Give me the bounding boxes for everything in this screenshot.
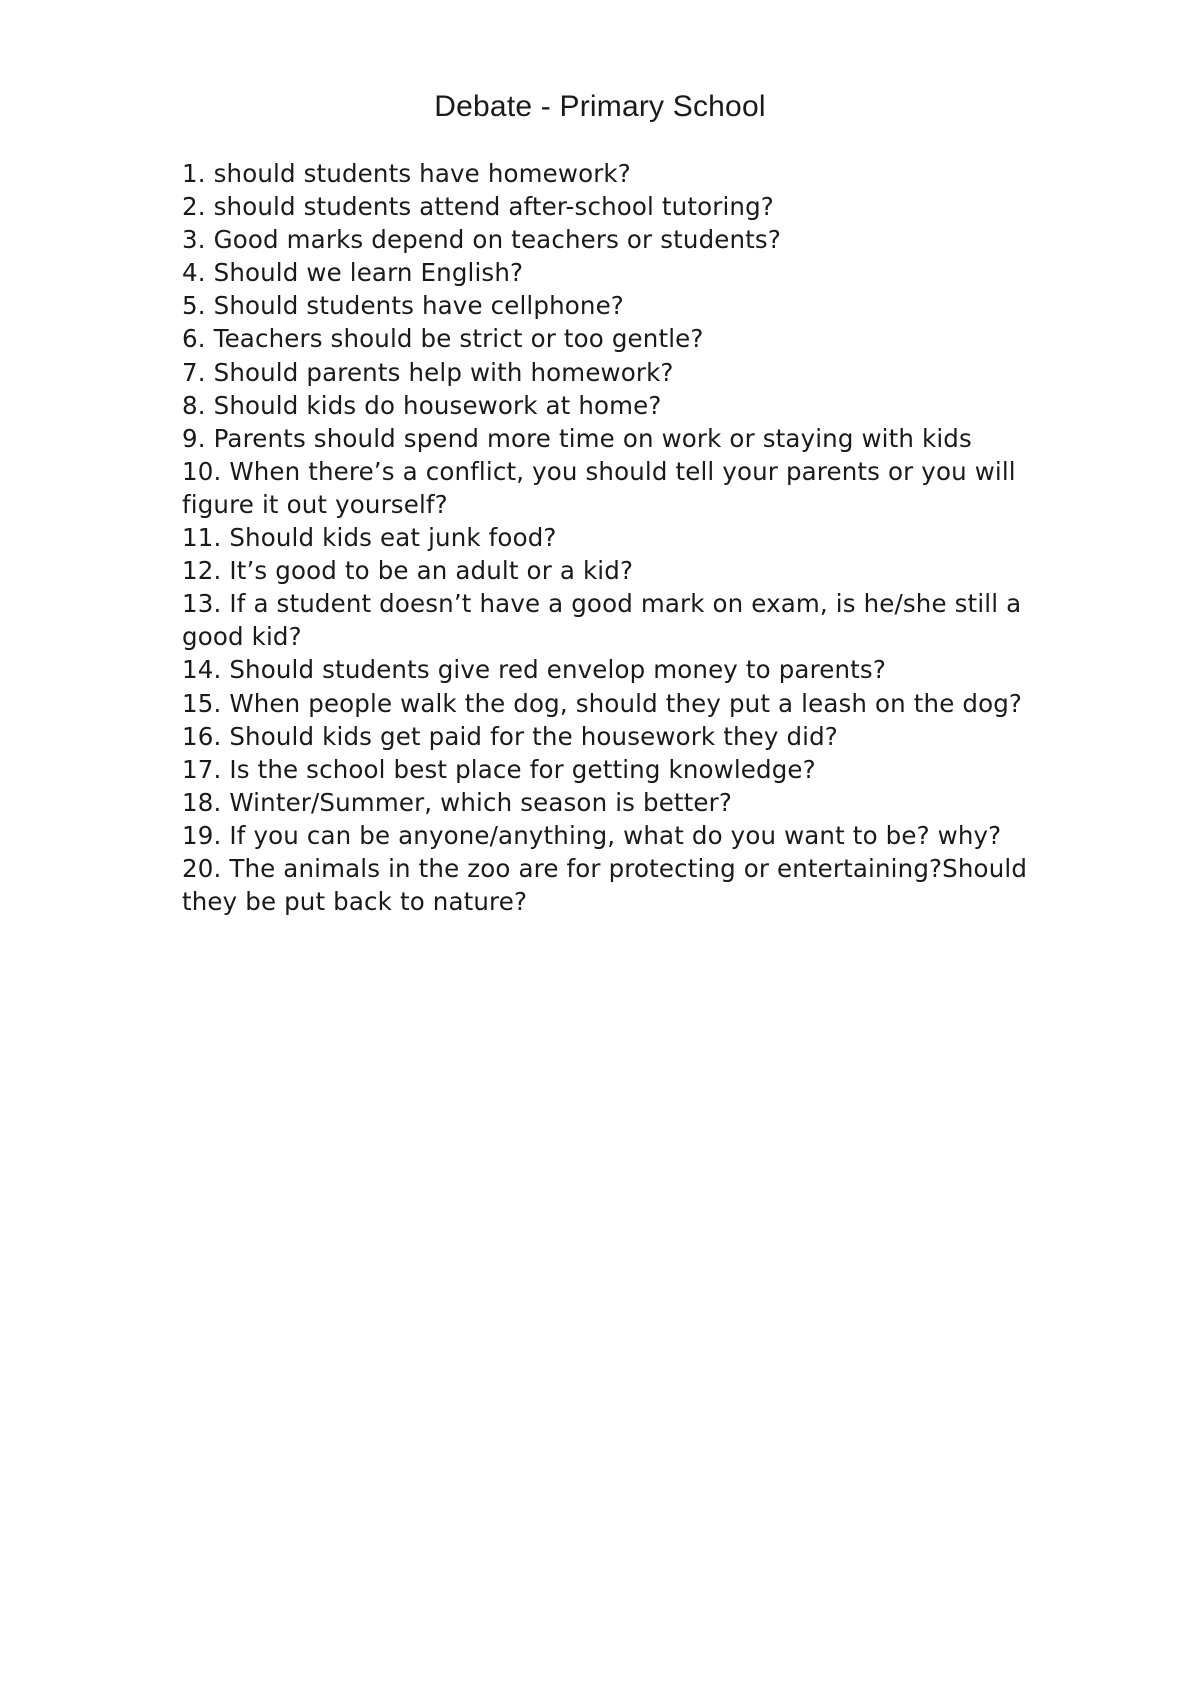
list-item: 6. Teachers should be strict or too gentle? [182, 324, 704, 354]
list-item: 19. If you can be anyone/anything, what do you want to be? why? [182, 820, 1002, 850]
list-item: 4. Should we learn English? [182, 258, 524, 288]
list-item: 18. Winter/Summer, which season is better? [182, 787, 733, 817]
list-item: 12. It’s good to be an adult or a kid? [182, 556, 634, 586]
document-title: Debate - Primary School [434, 90, 766, 123]
list-item: 14. Should students give red envelop money to parents? [182, 655, 886, 685]
list-item: 20. The animals in the zoo are for protecting or entertaining?Should they be put back to nature? [182, 853, 1028, 917]
list-item: 2. should students attend after-school tutoring? [182, 192, 774, 222]
list-item: 13. If a student doesn’t have a good mark on exam, is he/she still a good kid? [182, 589, 1022, 652]
debate-question-list [182, 157, 1042, 918]
list-item: 7. Should parents help with homework? [182, 357, 674, 387]
list-item: 15. When people walk the dog, should they put a leash on the dog? [182, 688, 1023, 718]
list-item: 9. Parents should spend more time on work or staying with kids [182, 423, 972, 453]
list-item: 5. Should students have cellphone? [182, 291, 624, 321]
list-item: 3. Good marks depend on teachers or students? [182, 225, 781, 255]
list-item: 10. When there’s a conflict, you should tell your parents or you will figure it out yourself? [182, 456, 1016, 519]
list-item: 16. Should kids get paid for the housework they did? [182, 721, 838, 751]
list-item: 1. should students have homework? [182, 159, 631, 188]
list-item: 11. Should kids eat junk food? [182, 523, 557, 553]
list-item: 8. Should kids do housework at home? [182, 390, 662, 420]
list-item: 17. Is the school best place for getting knowledge? [182, 754, 816, 784]
